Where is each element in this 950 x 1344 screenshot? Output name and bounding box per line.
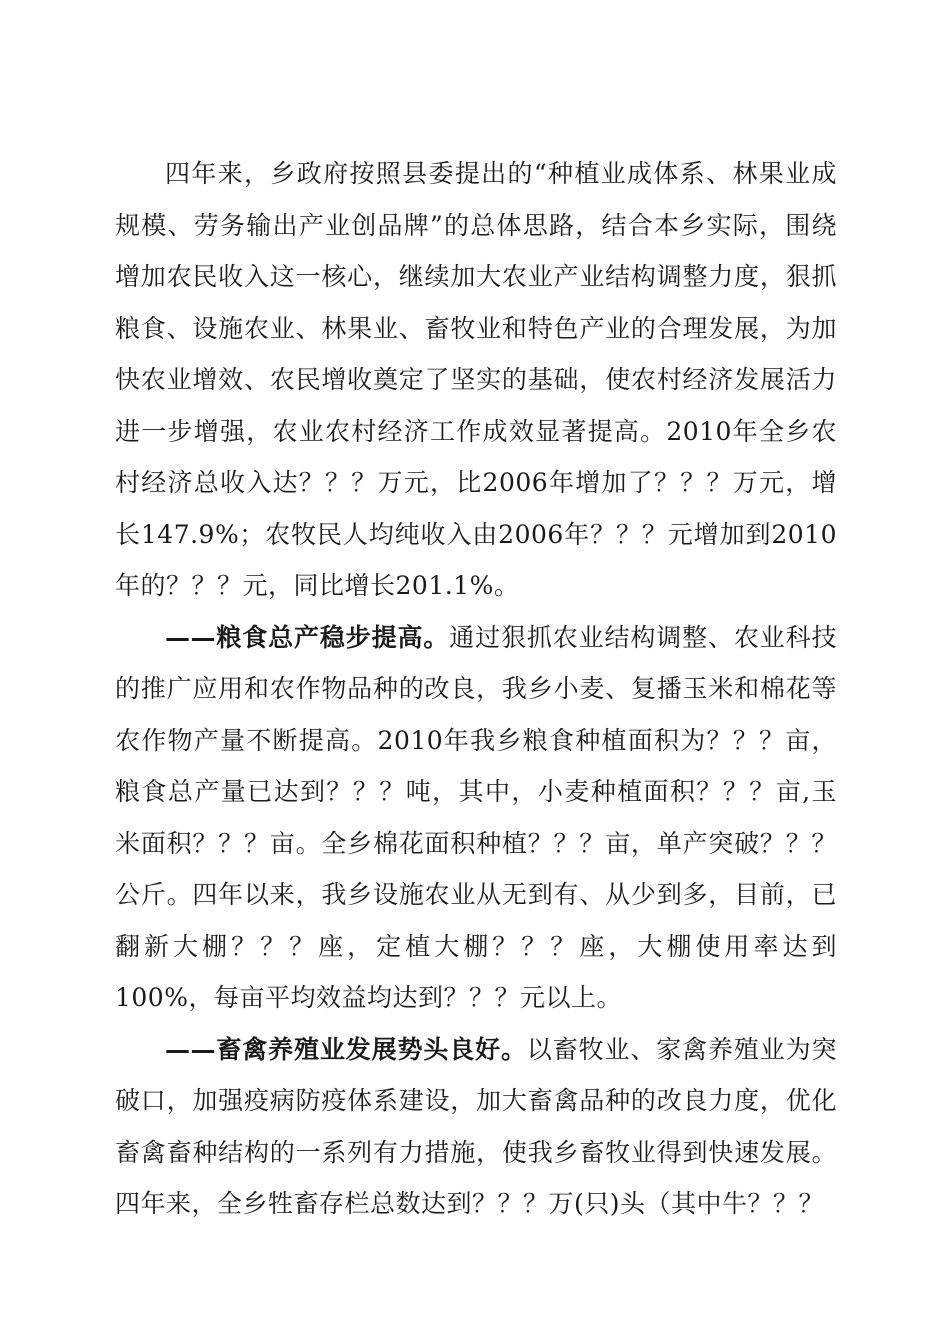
- document-page: [115, 148, 837, 1230]
- intro-paragraph: [115, 148, 837, 612]
- intro-text: 四年来，乡政府按照县委提出的“种植业成体系、林果业成规模、劳务输出产业创品牌”的总体思路，结合本乡实际，围绕增加农民收入这一核心，继续加大农业产业结构调整力度，狠抓粮食、设施农业、林果业、畜牧业和特色产业的合理发展，为加快农业增效、农民增收奠定了坚实的基础，使农村经济发展活力进一步增强，农业农村经济工作成效显著提高。2010年全乡农村经济总收入达？？？万元，比2006年增加了？？？万元，增长147.9%；农牧民人均纯收入由2006年？？？元增加到2010年的？？？元，同比增长201.1%。: [115, 159, 837, 600]
- grain-section-heading: ——粮食总产稳步提高。: [165, 622, 450, 652]
- livestock-section-body: 以畜牧业、家禽养殖业为突破口，加强疫病防疫体系建设，加大畜禽品种的改良力度，优化畜禽畜种结构的一系列有力措施，使我乡畜牧业得到快速发展。四年来，全乡牲畜存栏总数达到？？？万(只)头（其中牛？？？: [115, 1034, 837, 1218]
- livestock-section-paragraph: [115, 1024, 837, 1230]
- livestock-section-heading: ——畜禽养殖业发展势头良好。: [165, 1034, 527, 1064]
- grain-section-body: 通过狠抓农业结构调整、农业科技的推广应用和农作物品种的改良，我乡小麦、复播玉米和棉花等农作物产量不断提高。2010年我乡粮食种植面积为？？？亩，粮食总产量已达到？？？吨，其中，小麦种植面积？？？亩,玉米面积？？？亩。全乡棉花面积种植？？？亩，单产突破？？？公斤。四年以来，我乡设施农业从无到有、从少到多，目前，已翻新大棚？？？座，定植大棚？？？座，大棚使用率达到100%，每亩平均效益均达到？？？元以上。: [115, 622, 837, 1012]
- grain-section-paragraph: [115, 612, 837, 1024]
